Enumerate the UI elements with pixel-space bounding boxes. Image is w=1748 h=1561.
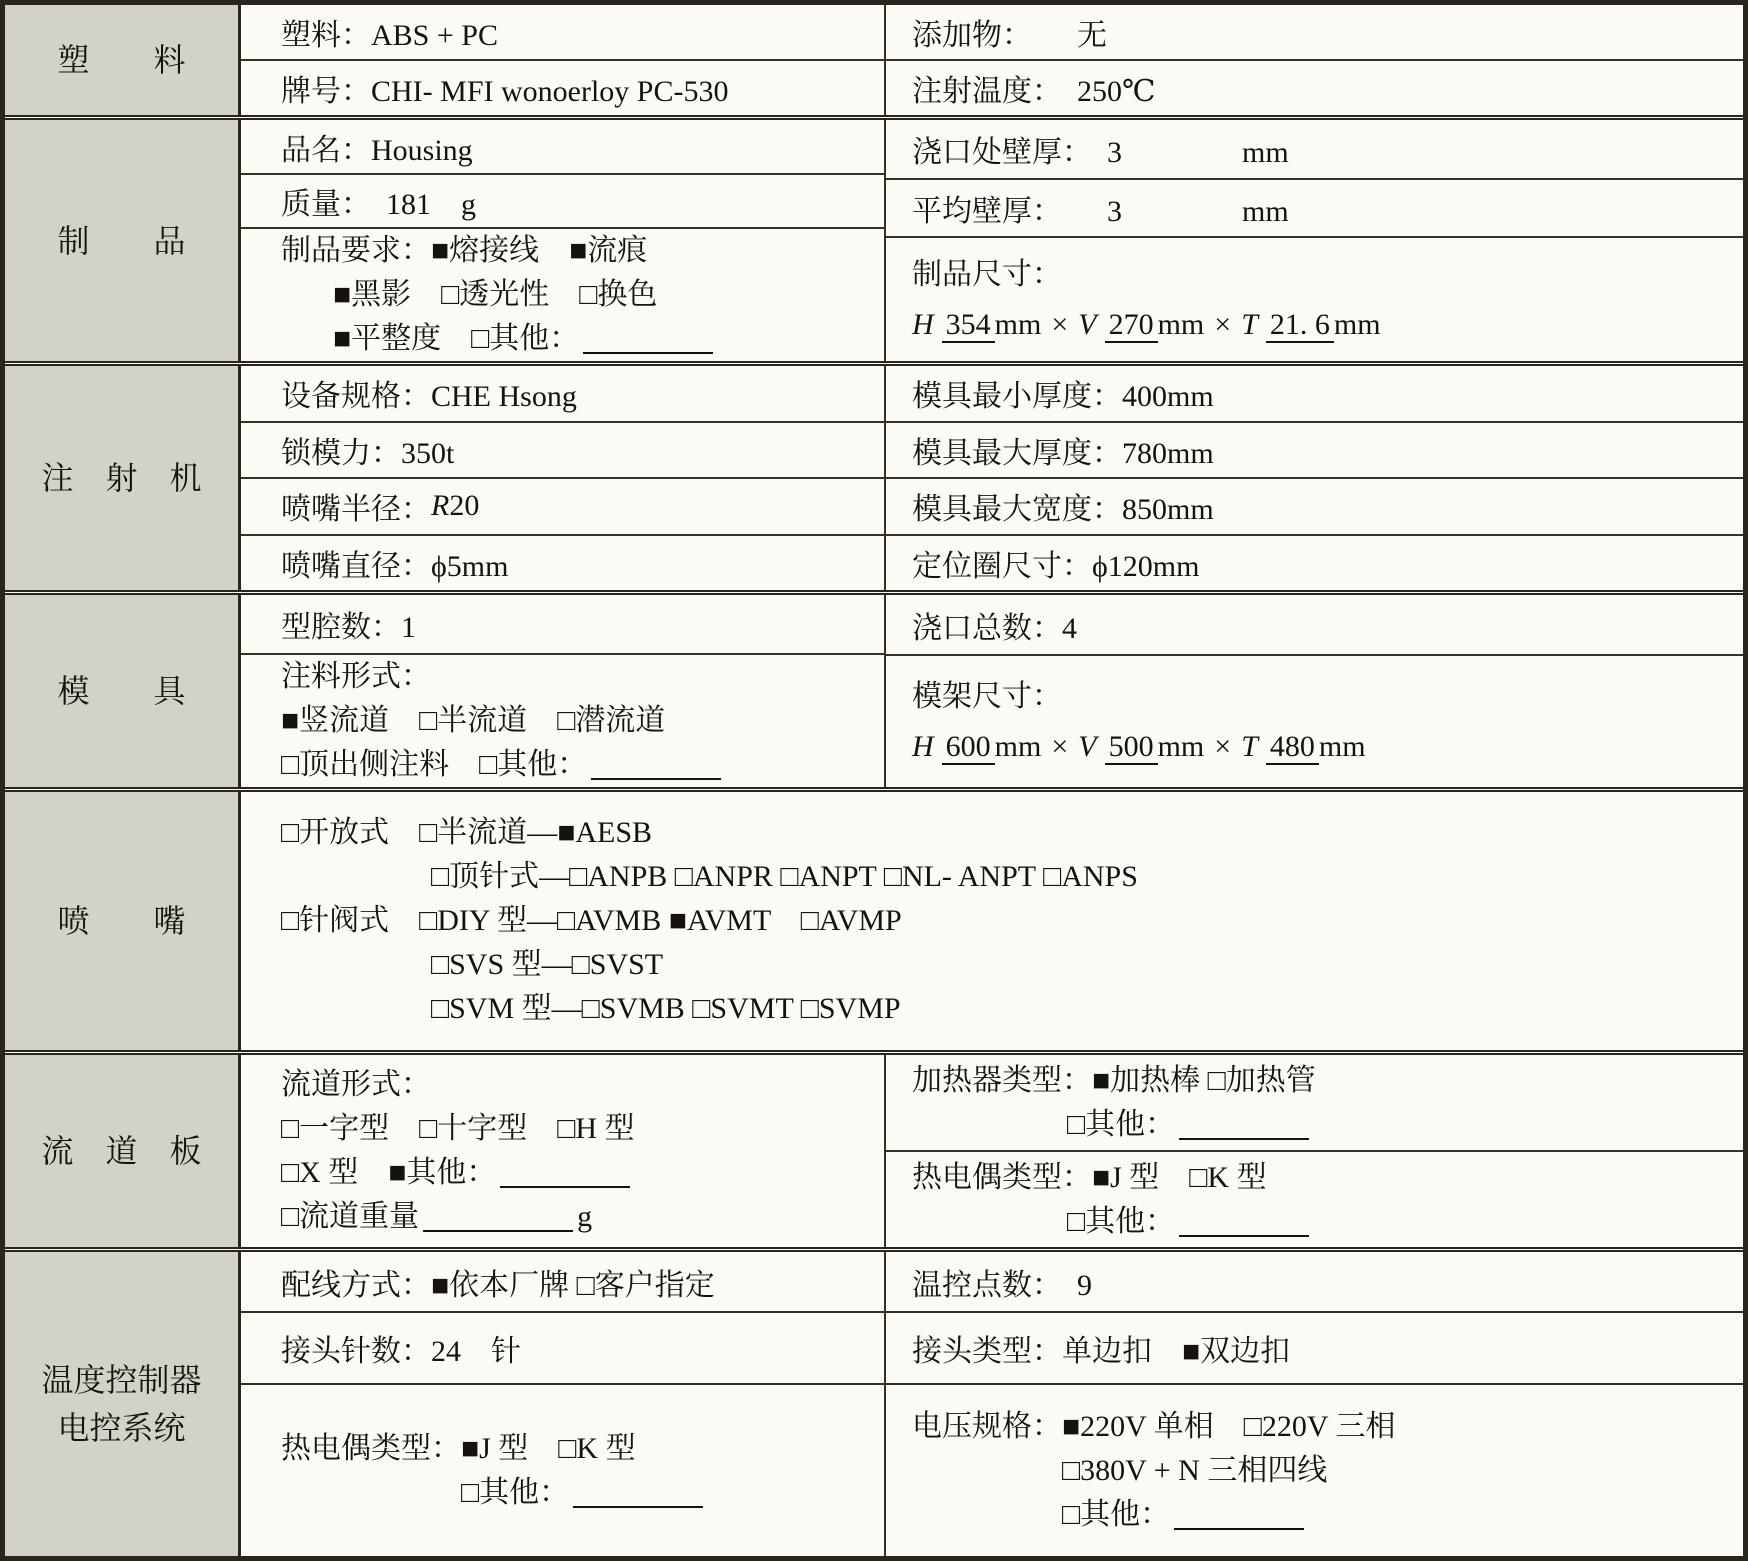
injection-temp-cell: 注射温度： 250℃ (886, 59, 1743, 115)
heater-type-cell: 加热器类型：■加热棒 □加热管 □其他： (912, 1063, 1316, 1141)
other-blank-line (1179, 1207, 1309, 1237)
grade-cell: 牌号：CHI- MFI wonoerloy PC-530 (241, 59, 884, 115)
weight-blank-line (423, 1202, 573, 1232)
product-size-cell: 制品尺寸： H 354 mm × V 270 mm × T 21. 6 mm (886, 236, 1743, 361)
other-blank-line (583, 324, 713, 354)
mold-section (5, 590, 1743, 787)
plastic-section (5, 5, 1743, 115)
runner-plate-header-label: 流 道 板 (41, 1133, 202, 1169)
plastic-header (5, 5, 241, 115)
other-blank-line (1174, 1500, 1304, 1530)
runner-thermocouple-cell: 热电偶类型：■J 型 □K 型 □其他： (886, 1150, 1743, 1247)
cavity-count-cell: 型腔数：1 (281, 611, 416, 644)
feed-type-cell: 注料形式： ■竖流道 □半流道 □潜流道 □顶出侧注料 □其他： (241, 653, 884, 787)
product-name-cell: 品名：Housing (281, 133, 473, 167)
clamp-force-cell: 锁模力：350t (241, 421, 884, 478)
product-section (5, 115, 1743, 361)
additive-cell: 添加物： 无 (912, 19, 1107, 52)
machine-section (5, 361, 1743, 590)
avg-wall-thickness-cell: 平均壁厚： 3 mm (886, 178, 1743, 236)
material-cell: 塑料：ABS + PC (281, 19, 498, 52)
locating-ring-cell: 定位圈尺寸：ϕ120mm (886, 534, 1743, 591)
other-blank-line (1179, 1110, 1309, 1140)
other-blank-line (591, 750, 721, 780)
controller-thermocouple-cell: 热电偶类型：■J 型 □K 型 □其他： (241, 1383, 884, 1556)
mold-max-width-cell: 模具最大宽度：850mm (886, 477, 1743, 534)
controller-section (5, 1247, 1743, 1556)
nozzle-section (5, 787, 1743, 1050)
gate-count-cell: 浇口总数：4 (912, 611, 1077, 645)
controller-header-label-2: 电控系统 (57, 1410, 186, 1446)
machine-header (5, 366, 241, 590)
mold-header (5, 595, 241, 787)
runner-plate-section (5, 1050, 1743, 1247)
other-blank-line (573, 1478, 703, 1508)
nozzle-header (5, 792, 241, 1050)
plastic-header-label: 塑 料 (57, 42, 186, 78)
other-blank-line (500, 1158, 630, 1188)
mold-header-label: 模 具 (57, 673, 186, 709)
product-header-label: 制 品 (57, 222, 186, 259)
machine-spec-cell: 设备规格：CHE Hsong (281, 380, 577, 414)
mold-min-thickness-cell: 模具最小厚度：400mm (912, 380, 1214, 414)
temp-control-points-cell: 温控点数： 9 (912, 1268, 1092, 1302)
product-header (5, 120, 241, 361)
machine-header-label: 注 射 机 (41, 460, 202, 496)
nozzle-type-cell: □开放式 □半流道—■AESB □顶针式—□ANPB □ANPR □ANPT □NL- ANPT □ANPS □针阀式 □DIY 型—□AVMB ■AVMT □AVMP □SVS 型—□SVST □SVM 型—□SVMB □SVMT □SVMP (281, 816, 1138, 1025)
runner-plate-header (5, 1055, 241, 1247)
mold-base-size-cell: 模架尺寸： H 600 mm × V 500 mm × T 480 mm (886, 654, 1743, 787)
wiring-method-cell: 配线方式：■依本厂牌 □客户指定 (281, 1268, 715, 1302)
runner-form-cell: 流道形式： □一字型 □十字型 □H 型 □X 型 ■其他： □流道重量 g (281, 1068, 635, 1233)
nozzle-radius-cell: 喷嘴半径： R 20 (241, 477, 884, 534)
product-requirements-cell: 制品要求：■熔接线 ■流痕 ■黑影 □透光性 □换色 ■平整度 □其他： (241, 227, 884, 361)
gate-wall-thickness-cell: 浇口处壁厚： 3 mm (912, 136, 1289, 169)
connector-type-cell: 接头类型：单边扣 ■双边扣 (886, 1311, 1743, 1383)
mold-max-thickness-cell: 模具最大厚度：780mm (886, 421, 1743, 478)
nozzle-diameter-cell: 喷嘴直径：ϕ5mm (241, 534, 884, 591)
nozzle-header-label: 喷 嘴 (57, 903, 186, 939)
connector-pins-cell: 接头针数：24 针 (241, 1311, 884, 1383)
mass-cell: 质量： 181 g (241, 173, 884, 227)
controller-header (5, 1252, 241, 1556)
controller-header-label-1: 温度控制器 (41, 1362, 202, 1398)
voltage-spec-cell: 电压规格：■220V 单相 □220V 三相 □380V + N 三相四线 □其他： (886, 1383, 1743, 1556)
